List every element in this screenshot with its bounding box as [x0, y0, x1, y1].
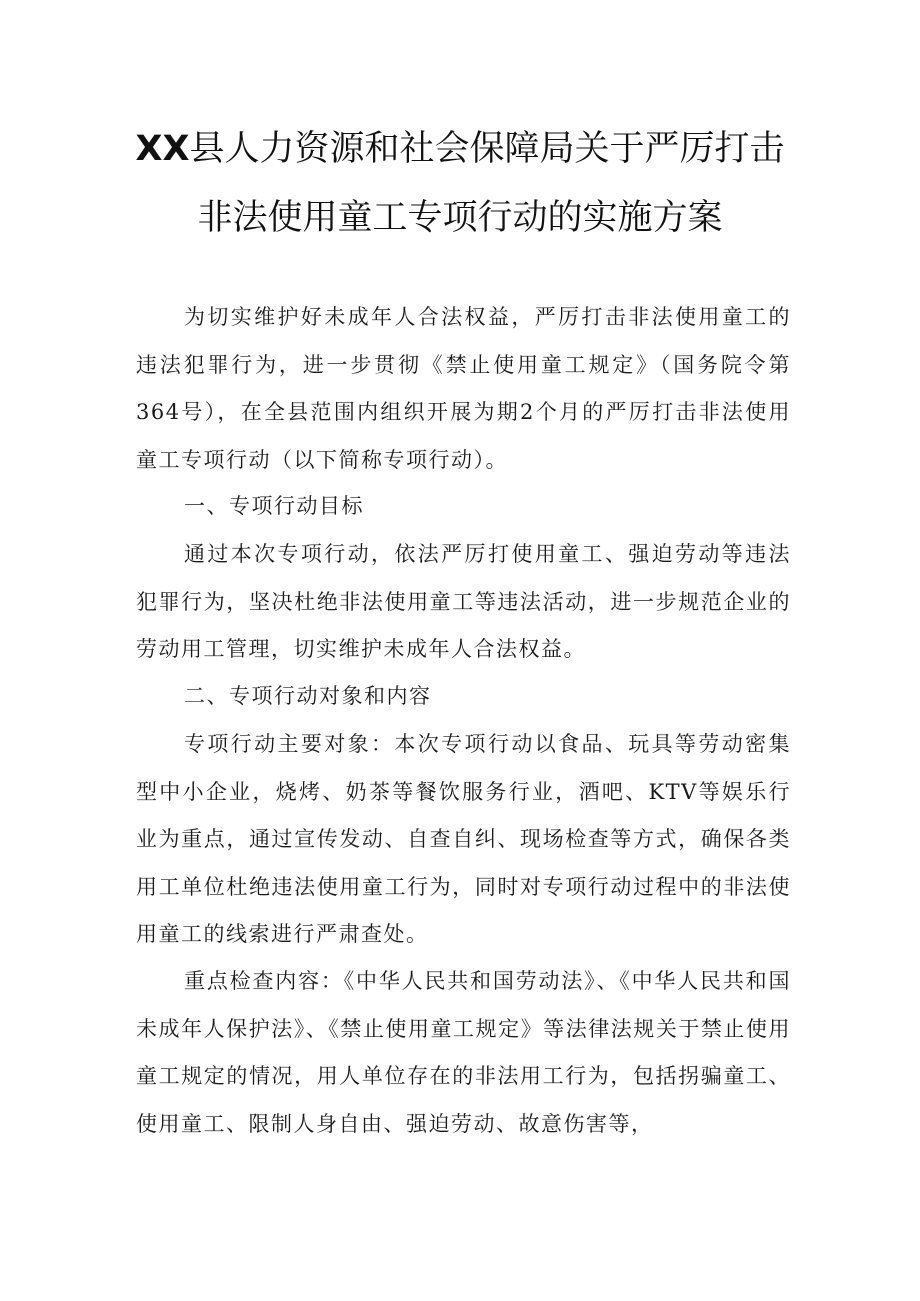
title-prefix: XX [135, 129, 190, 169]
section-heading-1: 一、专项行动目标 [184, 494, 364, 518]
document-title-line-1 [0, 129, 920, 169]
intro-paragraph: 为切实维护好未成年人合法权益，严厉打击非法使用童工的违法犯罪行为，进一步贯彻《禁止使用童工规定》（国务院令第364号），在全县范围内组织开展为期2个月的严厉打击非法使用童工专项行动（以下简称专项行动）。 [136, 305, 791, 472]
inspection-paragraph-block [136, 958, 791, 1148]
targets-paragraph: 专项行动主要对象：本次专项行动以食品、玩具等劳动密集型中小企业，烧烤、奶茶等餐饮服务行业，酒吧、KTV等娱乐行业为重点，通过宣传发动、自查自纠、现场检查等方式，确保各类用工单位杜绝违法使用童工行为，同时对专项行动过程中的非法使用童工的线索进行严肃查处。 [136, 732, 791, 946]
goal-paragraph-block [136, 531, 791, 674]
document-title-line-2: 非法使用童工专项行动的实施方案 [197, 198, 723, 238]
inspection-paragraph: 重点检查内容：《中华人民共和国劳动法》、《中华人民共和国未成年人保护法》、《禁止使用童工规定》等法律法规关于禁止使用童工规定的情况，用人单位存在的非法用工行为，包括拐骗童工、使用童工、限制人身自由、强迫劳动、故意伤害等， [136, 969, 791, 1136]
section-heading-2-block [136, 673, 791, 721]
section-heading-2: 二、专项行动对象和内容 [184, 684, 432, 708]
targets-paragraph-block [136, 721, 791, 959]
intro-paragraph-block [136, 294, 791, 484]
title-line-1-text: 县人力资源和社会保障局关于严厉打击 [189, 129, 785, 169]
goal-paragraph: 通过本次专项行动，依法严厉打使用童工、强迫劳动等违法犯罪行为，坚决杜绝非法使用童工等违法活动，进一步规范企业的劳动用工管理，切实维护未成年人合法权益。 [136, 542, 791, 661]
section-heading-1-block [136, 483, 791, 531]
